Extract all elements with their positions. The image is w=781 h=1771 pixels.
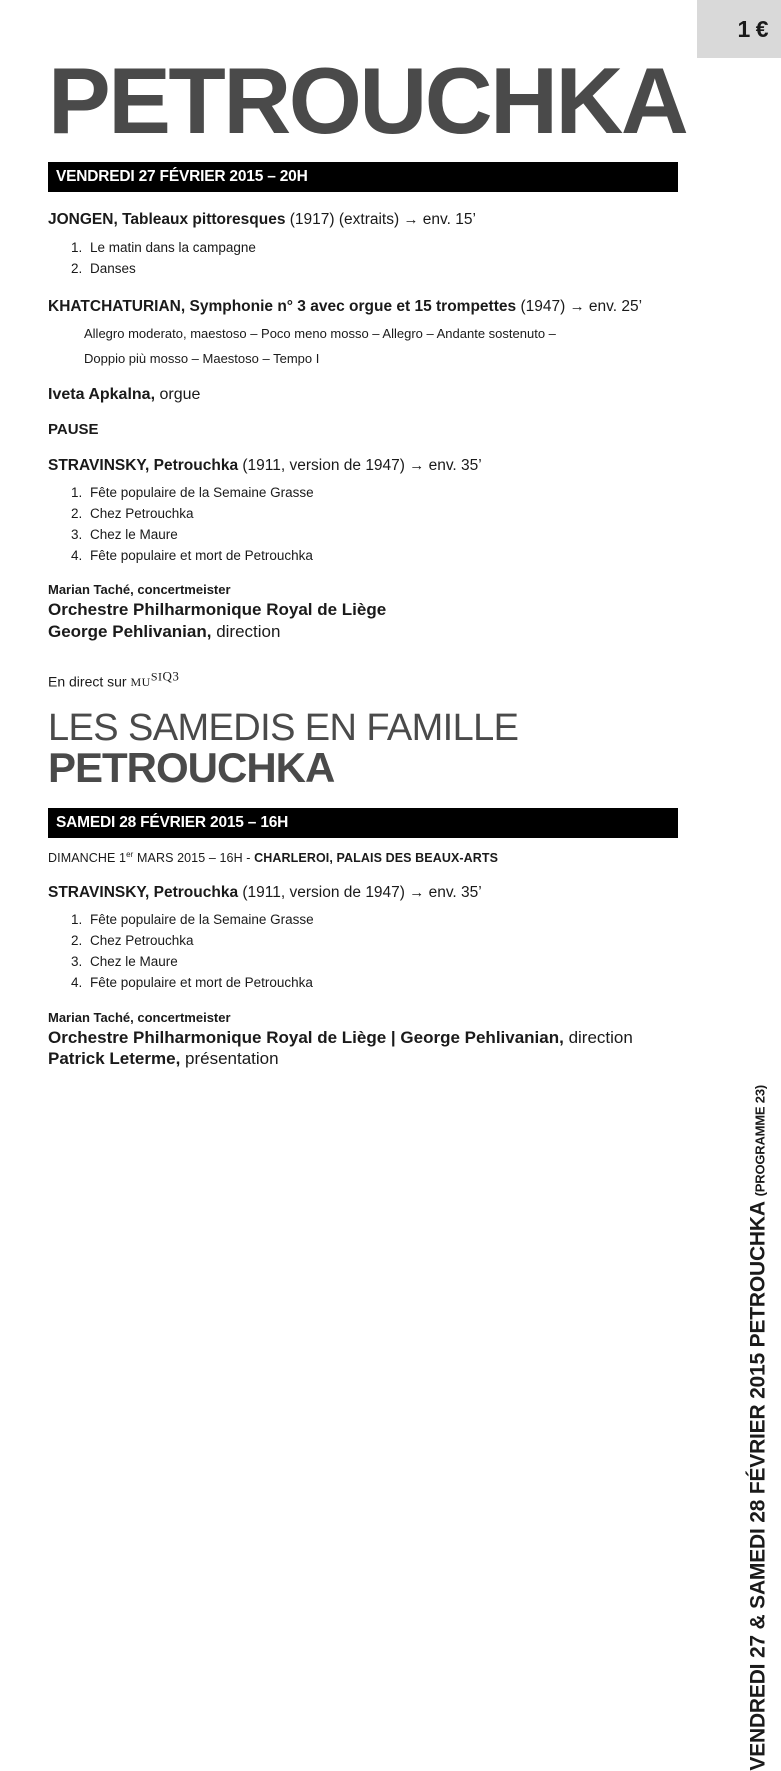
work-jongen-movements	[48, 238, 678, 280]
work-jongen	[48, 210, 678, 230]
work-stravinsky-2	[48, 883, 678, 903]
presenter-line	[48, 1048, 678, 1070]
work-stravinsky-2-movements	[48, 910, 678, 994]
extra-date-venue: CHARLEROI, PALAIS DES BEAUX-ARTS	[254, 851, 499, 866]
work-stravinsky-1-movements	[48, 483, 678, 567]
soloist-role: orgue	[159, 385, 201, 403]
list-item: 4. Fête populaire et mort de Petrouchka	[86, 973, 678, 994]
list-item: 1. Fête populaire de la Semaine Grasse	[86, 910, 678, 931]
soloist-line	[48, 386, 678, 404]
page-title: PETROUCHKA	[48, 48, 687, 153]
work-stravinsky-2-title: STRAVINSKY, Petrouchka	[48, 884, 239, 902]
concert2-date-bar: SAMEDI 28 FÉVRIER 2015 – 16H	[48, 808, 678, 838]
work-khatchaturian	[48, 297, 678, 317]
spine-text-group	[747, 1085, 771, 1771]
list-item: 3. Chez le Maure	[86, 952, 678, 973]
work-khatchaturian-movement-line-2: Doppio più mosso – Maestoso – Tempo I	[84, 351, 320, 367]
price-label: 1 €	[737, 15, 768, 42]
work-jongen-details: (1917) (extraits)	[289, 211, 400, 229]
concertmeister-line-2: Marian Taché, concertmeister	[48, 1010, 231, 1026]
arrow-icon: →	[403, 211, 419, 229]
concert2-extra-date	[48, 850, 678, 865]
musiq3-logo	[130, 668, 180, 690]
work-jongen-title: JONGEN, Tableaux pittoresques	[48, 211, 286, 229]
list-item: 2. Danses	[86, 259, 678, 280]
arrow-icon: →	[409, 884, 425, 902]
work-jongen-duration: env. 15’	[422, 211, 476, 229]
musiq3-mu: MU	[130, 675, 151, 690]
work-stravinsky-2-details: (1911, version de 1947)	[242, 884, 405, 902]
work-stravinsky-1-duration: env. 35’	[428, 456, 482, 474]
spine-title: VENDREDI 27 & SAMEDI 28 FÉVRIER 2015 PETROUCHKA	[747, 1201, 770, 1771]
musiq3-si: SI	[150, 669, 163, 684]
arrow-icon: →	[569, 298, 585, 316]
series-title	[48, 706, 678, 792]
orchestra-name: Orchestre Philharmonique Royal de Liège	[48, 600, 387, 620]
program-page	[48, 0, 687, 1070]
work-khatchaturian-details: (1947)	[520, 298, 566, 316]
work-khatchaturian-duration: env. 25’	[588, 298, 643, 316]
concertmeister-line: Marian Taché, concertmeister	[48, 582, 231, 598]
concert1-ensemble	[48, 582, 678, 642]
musiq3-q3: Q3	[162, 668, 180, 684]
presenter-role: présentation	[180, 1049, 279, 1069]
soloist-name: Iveta Apkalna,	[48, 385, 156, 403]
conductor-name: George Pehlivanian,	[48, 621, 212, 641]
extra-date-rest: MARS 2015 – 16H -	[133, 851, 255, 866]
work-khatchaturian-title: KHATCHATURIAN, Symphonie n° 3 avec orgue et 15 trompettes	[48, 298, 517, 316]
extra-date-sup: er	[126, 850, 134, 860]
concert2-ensemble	[48, 1010, 678, 1070]
orchestra-conductor-line	[48, 1027, 678, 1049]
list-item: 1. Le matin dans la campagne	[86, 238, 678, 259]
presenter-name: Patrick Leterme,	[48, 1049, 181, 1069]
series-subtitle: PETROUCHKA	[48, 744, 335, 792]
list-item: 2. Chez Petrouchka	[86, 504, 678, 525]
extra-date-text: DIMANCHE 1	[48, 851, 127, 866]
orchestra-name-2: Orchestre Philharmonique Royal de Liège | George Pehlivanian,	[48, 1027, 564, 1047]
side-spine	[719, 0, 775, 1771]
concert1-date-bar: VENDREDI 27 FÉVRIER 2015 – 20H	[48, 162, 678, 192]
series-title-text: LES SAMEDIS EN FAMILLE	[48, 706, 519, 749]
spine-programme: (PROGRAMME 23)	[753, 1085, 768, 1197]
pause-label: PAUSE	[48, 420, 99, 438]
conductor-line	[48, 621, 678, 643]
list-item: 2. Chez Petrouchka	[86, 931, 678, 952]
conductor-role-2: direction	[563, 1027, 633, 1047]
list-item: 4. Fête populaire et mort de Petrouchka	[86, 546, 678, 567]
arrow-icon: →	[409, 456, 425, 474]
work-stravinsky-1-details: (1911, version de 1947)	[242, 456, 405, 474]
work-khatchaturian-movement-line-1: Allegro moderato, maestoso – Poco meno mosso – Allegro – Andante sostenuto –	[84, 325, 556, 341]
broadcast-line	[48, 669, 678, 699]
work-stravinsky-1-title: STRAVINSKY, Petrouchka	[48, 456, 239, 474]
work-stravinsky-2-duration: env. 35’	[428, 884, 482, 902]
list-item: 3. Chez le Maure	[86, 525, 678, 546]
conductor-role: direction	[216, 621, 281, 641]
broadcast-prefix: En direct sur	[48, 673, 131, 690]
list-item: 1. Fête populaire de la Semaine Grasse	[86, 483, 678, 504]
work-stravinsky-1	[48, 456, 678, 476]
